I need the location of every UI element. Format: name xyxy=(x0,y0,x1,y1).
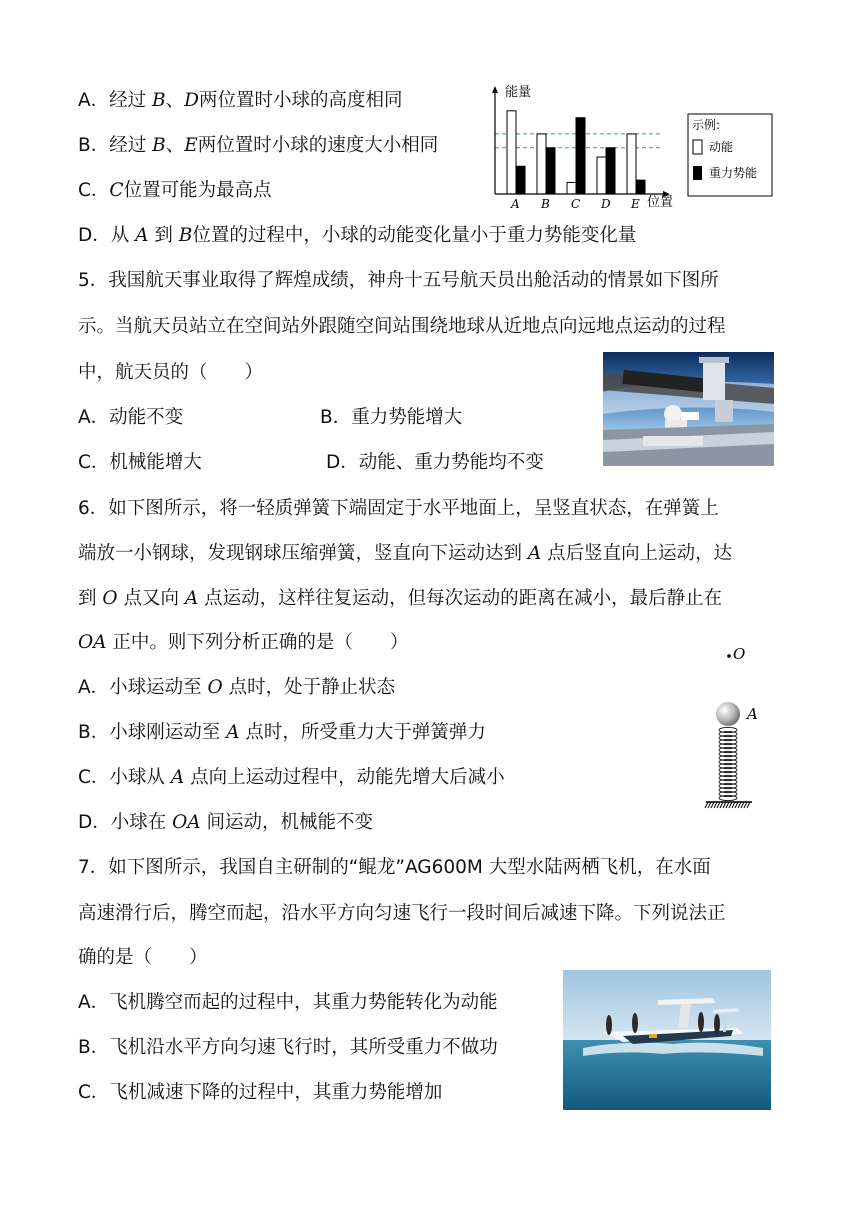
bar-D-potential xyxy=(606,148,615,194)
q6-option-c-text: 点向上运动过程中，动能先增大后减小 xyxy=(184,767,505,788)
q6-stem-line4 xyxy=(78,630,408,656)
legend-label-potential: 重力势能 xyxy=(709,166,758,180)
q6-line2-part2: 点后竖直向上运动，达 xyxy=(541,543,733,564)
var-E: E xyxy=(184,135,198,156)
var-O: O xyxy=(207,677,223,698)
q6-option-c xyxy=(78,765,505,791)
q4-option-b-text: 两位置时小球的速度大小相同 xyxy=(197,135,439,156)
hatch-line xyxy=(744,802,747,808)
point-a-label: A xyxy=(747,705,758,723)
bar-C-kinetic xyxy=(567,182,576,194)
separator: 、 xyxy=(165,135,185,156)
point-o-dot xyxy=(727,654,731,658)
hatch-line xyxy=(705,802,708,808)
y-axis-label: 能量 xyxy=(505,85,532,100)
bar-B-kinetic xyxy=(537,134,546,194)
q5-option-b: B．重力势能增大 xyxy=(320,407,463,428)
y-axis-arrow xyxy=(492,86,498,93)
steel-ball xyxy=(716,702,740,726)
hatch-line xyxy=(714,802,717,808)
separator: 、 xyxy=(165,90,185,111)
q6-stem-line3 xyxy=(78,586,722,612)
q6-option-d-prefix: D．小球在 xyxy=(78,812,173,833)
bar-E-potential xyxy=(636,180,645,194)
var-A: A xyxy=(170,767,185,788)
seaplane-image xyxy=(563,970,771,1110)
bar-E-kinetic xyxy=(627,134,636,194)
var-B: B xyxy=(152,90,166,111)
q6-line4-text: 正中。则下列分析正确的是（ ） xyxy=(106,632,409,653)
q6-option-a xyxy=(78,675,395,701)
q4-option-a-text: 两位置时小球的高度相同 xyxy=(199,90,403,111)
q6-option-a-text: 点时，处于静止状态 xyxy=(222,677,396,698)
q7-stem-line3: 确的是（ ） xyxy=(78,947,208,968)
var-B: B xyxy=(152,135,166,156)
q6-option-b-prefix: B．小球刚运动至 xyxy=(78,722,227,743)
var-A: A xyxy=(184,588,199,609)
q7-stem-line2: 高速滑行后，腾空而起，沿水平方向匀速飞行一段时间后减速下降。下列说法正 xyxy=(78,903,726,924)
q4-option-a-prefix: A．经过 xyxy=(78,90,153,111)
q6-line3-part1: 到 xyxy=(78,588,103,609)
bar-B-potential xyxy=(546,148,555,194)
hatch-line xyxy=(717,802,720,808)
hatch-line xyxy=(741,802,744,808)
q6-line3-part3: 点运动，这样往复运动，但每次运动的距离在减小，最后静止在 xyxy=(198,588,723,609)
tick-label-D: D xyxy=(601,197,611,211)
var-B: B xyxy=(178,225,193,246)
q7-option-c: C．飞机减速下降的过程中，其重力势能增加 xyxy=(78,1082,443,1103)
legend-swatch-potential xyxy=(693,166,702,180)
q6-stem-line2 xyxy=(78,541,732,567)
hatch-line xyxy=(708,802,711,808)
q6-option-b-text: 点时，所受重力大于弹簧弹力 xyxy=(239,722,486,743)
var-D: D xyxy=(184,90,200,111)
bar-A-potential xyxy=(516,166,525,194)
spring-ball-diagram xyxy=(700,640,770,815)
var-A: A xyxy=(135,225,149,246)
legend-label-kinetic: 动能 xyxy=(709,140,734,154)
var-OA: OA xyxy=(172,812,201,833)
var-OA: OA xyxy=(78,632,107,653)
q5-stem-line1: 5．我国航天事业取得了辉煌成绩，神舟十五号航天员出舱活动的情景如下图所 xyxy=(78,270,719,291)
q4-option-d-prefix: D．从 xyxy=(78,225,136,246)
q4-option-c-text: 位置可能为最高点 xyxy=(123,180,272,201)
tick-label-E: E xyxy=(631,197,640,211)
q7-stem-line1: 7．如下图所示，我国自主研制的“鲲龙”AG600M 大型水陆两栖飞机，在水面 xyxy=(78,857,711,878)
category-tick-labels xyxy=(510,197,640,211)
q6-line3-part2: 点又向 xyxy=(117,588,185,609)
q6-stem-line1: 6．如下图所示，将一轻质弹簧下端固定于水平地面上，呈竖直状态，在弹簧上 xyxy=(78,498,719,519)
hatch-line xyxy=(738,802,741,808)
point-o-label: O xyxy=(733,645,746,663)
q6-option-c-prefix: C．小球从 xyxy=(78,767,171,788)
bar-A-kinetic xyxy=(507,111,516,194)
q4-option-d-text: 位置的过程中，小球的动能变化量小于重力势能变化量 xyxy=(192,225,637,246)
tick-label-A: A xyxy=(511,197,520,211)
var-C: C xyxy=(109,180,124,201)
q4-option-d xyxy=(78,223,636,249)
tick-label-B: B xyxy=(541,197,550,211)
legend-title: 示例: xyxy=(692,118,721,132)
q5-option-c: C．机械能增大 xyxy=(78,452,202,473)
hatch-line xyxy=(735,802,738,808)
ground-hatching xyxy=(705,802,750,808)
q6-line2-part1: 端放一小钢球，发现钢球压缩弹簧，竖直向下运动达到 xyxy=(78,543,528,564)
var-A: A xyxy=(226,722,240,743)
q4-option-a xyxy=(78,88,403,114)
q4-option-c-prefix: C． xyxy=(78,180,110,201)
hatch-line xyxy=(720,802,723,808)
q7-option-b: B．飞机沿水平方向匀速飞行时，其所受重力不做功 xyxy=(78,1037,498,1058)
q5-option-d: D．动能、重力势能均不变 xyxy=(326,452,544,473)
hatch-line xyxy=(723,802,726,808)
astronaut-spacewalk-image xyxy=(603,352,774,466)
connector: 到 xyxy=(148,225,179,246)
spring xyxy=(719,727,737,800)
q6-option-a-prefix: A．小球运动至 xyxy=(78,677,208,698)
legend-swatch-kinetic xyxy=(693,140,702,154)
bar-D-kinetic xyxy=(597,157,606,194)
var-O: O xyxy=(102,588,118,609)
q5-stem-line2: 示。当航天员站立在空间站外跟随空间站围绕地球从近地点向远地点运动的过程 xyxy=(78,316,726,337)
x-axis-label: 位置 xyxy=(647,195,674,210)
hatch-line xyxy=(729,802,732,808)
energy-bar-chart xyxy=(487,84,777,214)
q6-option-d-text: 间运动，机械能不变 xyxy=(200,812,374,833)
q5-option-a: A．动能不变 xyxy=(78,407,184,428)
hatch-line xyxy=(726,802,729,808)
bar-C-potential xyxy=(576,118,585,194)
q5-stem-line3: 中，航天员的（ ） xyxy=(78,362,264,383)
q4-option-c xyxy=(78,178,272,204)
chart-bars xyxy=(507,111,645,194)
q6-option-d xyxy=(78,810,373,836)
tick-label-C: C xyxy=(571,197,581,211)
hatch-line xyxy=(711,802,714,808)
var-A: A xyxy=(527,543,542,564)
hatch-line xyxy=(732,802,735,808)
q7-option-a: A．飞机腾空而起的过程中，其重力势能转化为动能 xyxy=(78,992,498,1013)
q6-option-b xyxy=(78,720,486,746)
q4-option-b xyxy=(78,133,438,159)
q4-option-b-prefix: B．经过 xyxy=(78,135,153,156)
hatch-line xyxy=(747,802,750,808)
